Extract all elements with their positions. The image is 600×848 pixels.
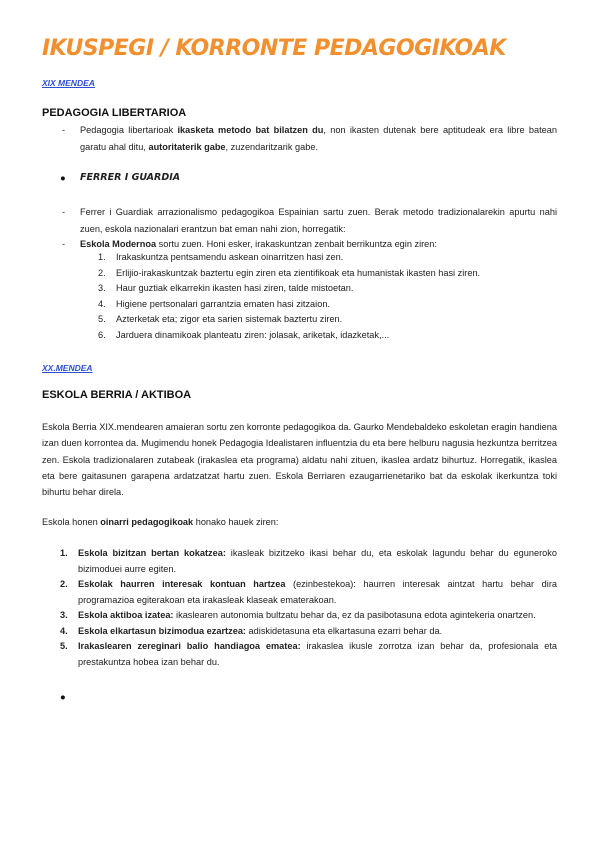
list-item: 3. Haur guztiak elkarrekin ikasten hasi ziren, talde mistoetan. [98,283,354,294]
list-item: 1. Irakaskuntza pentsamendu askean oinarritzen hasi zen. [98,252,344,262]
century-link-xx[interactable]: XX.MENDEA [42,363,93,373]
bullet-marker: ● [60,692,66,703]
eskola-berria-paragraph: Eskola Berria XIX.mendearen amaieran sortu zen korronte pedagogikoa da. Gaurko Mendebaldeko eskoletan eragin handiena izan duen korrontea da. Mugimendu honek Pedagogia Idealistaren influentzia du eta bere helburu nagusia hezkuntza berritzea zen. Eskola tradizionalaren zutabeak (irakaslea eta programa) aldatu nahi zituen, ikaslea ardatz bihurtuz. Horregatik, ikaslea eta bere gaitasunen garapena ardatzatzat hartu zuen. Eskola Berriaren ezaugarrienetariko bat da eskolak ikerkuntza toki bihurtu behar direla. [42,422,557,498]
page-title: IKUSPEGI / KORRONTE PEDAGOGIKOAK [42,36,506,61]
list-item: 4. Higiene pertsonalari garrantzia ematen hasi zitzaion. [98,298,330,309]
list-item: 2. Erlijio-irakaskuntzak baztertu egin ziren eta zientifikoak eta humanistak ikasten hasi ziren. [98,267,481,278]
intro-paragraph: Pedagogia libertarioak ikasketa metodo bat bilatzen du, non ikasten dutenak bere aptitudeak era libre batean garatu ahal ditu, autoritaterik gabe, zuzendaritzarik gabe. [80,125,557,152]
heading-eskola-berria: ESKOLA BERRIA / AKTIBOA [42,389,192,401]
list-item: 4. Eskola elkartasun bizimodua ezartzea: adiskidetasuna eta elkartasuna ezarri behar da. [60,625,443,636]
principles-list [60,546,557,670]
heading-pedagogia-libertarioa: PEDAGOGIA LIBERTARIOA [42,107,187,119]
list-item: 6. Jarduera dinamikoak planteatu ziren: jolasak, ariketak, idazketak,... [98,329,390,340]
principles-intro: Eskola honen oinarri pedagogikoak honako hauek ziren: [42,517,279,527]
century-link-xix[interactable]: XIX MENDEA [42,78,95,88]
bullet-marker: ● [60,173,66,184]
list-item: 5. Azterketak eta; zigor eta sarien sistemak baztertu ziren. [98,314,343,325]
subheading-ferrer-i-guardia: FERRER I GUARDIA [80,172,181,183]
eskola-moderna-line: Eskola Modernoa sortu zuen. Honi esker, irakaskuntzan zenbait berrikuntza egin ziren: [80,239,437,249]
dash-marker: - [62,207,66,217]
list-item: 5. Irakaslearen zereginari balio handiagoa ematea: irakaslea ikusle zorrotza izan behar da, profesionala eta prestakuntza hobea izan behar du. [60,641,557,667]
dash-marker: - [62,239,66,249]
innovations-list [98,250,538,344]
list-item: 3. Eskola aktiboa izatea: ikaslearen autonomia bultzatu behar da, ez da pasibotasuna edota agintekeria onartzen. [60,610,536,620]
ferrer-paragraph: Ferrer i Guardiak arrazionalismo pedagogikoa Espainian sartu zuen. Berak metodo tradizionalarekin apurtu nahi zuen, eskola nazionalari erantzun bat eman nahi zion, horregatik: [80,207,557,234]
dash-marker: - [62,125,66,135]
list-item: 1. Eskola bizitzan bertan kokatzea: ikasleak bizitzeko ikasi behar du, eta eskolak lagundu behar du eguneroko bizimoduei aurre egiten. [60,548,557,574]
list-item: 2. Eskolak haurren interesak kontuan hartzea (ezinbestekoa): haurren interesak aintzat hartu behar dira programazioa egiterakoan eta irakasleak klaseak ematerakoan. [60,579,557,605]
